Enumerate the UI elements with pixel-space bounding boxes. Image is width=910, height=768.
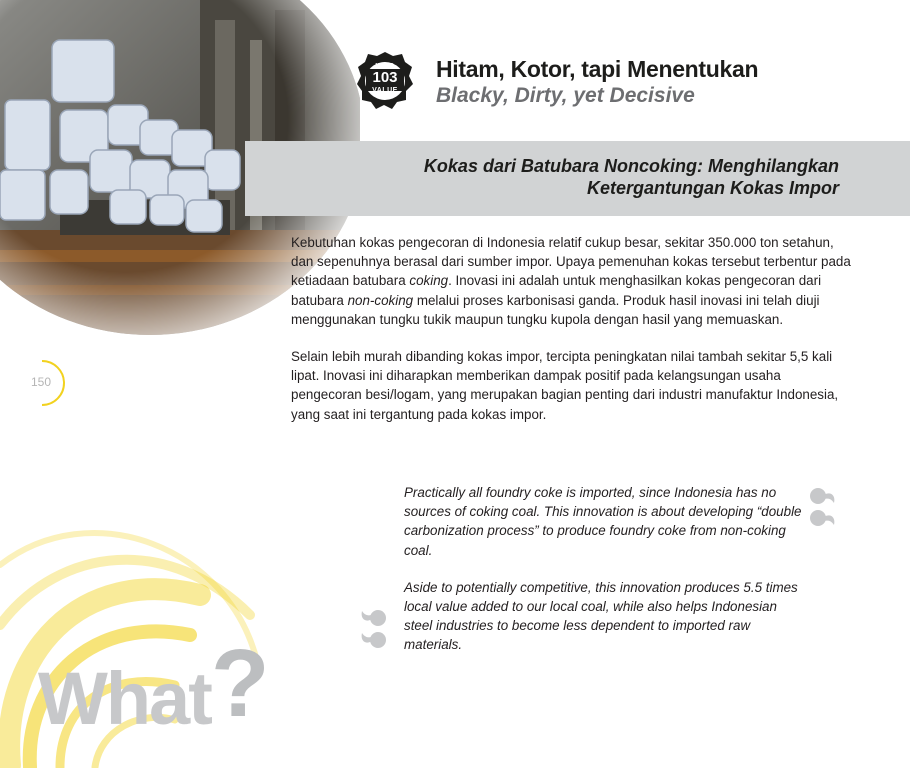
body-paragraph-2: Selain lebih murah dibanding kokas impor, tercipta peningkatan nilai tambah sekitar 5,5 kali lipat. Inovasi ini diharapkan memberikan dampak positif pada kelangsungan usaha pengecoran besi/logam, yang merupakan bagian penting dari industri manufaktur Indonesia, yang saat ini tergantung pada kokas impor. — [291, 349, 839, 422]
body-p1-text-2: . Inovasi ini adalah untuk menghasilkan kokas pengecoran dari batubara — [291, 273, 822, 308]
body-paragraph-1 — [291, 233, 851, 329]
subtitle-line-1: Kokas dari Batubara Noncoking: Menghilangkan — [423, 156, 839, 176]
badge-top-label: INNO — [375, 63, 395, 70]
subtitle-band — [245, 141, 910, 216]
page-title-english: Blacky, Dirty, yet Decisive — [436, 84, 695, 107]
question-mark: ? — [210, 630, 268, 737]
page-number: 150 — [31, 375, 52, 389]
page-title: Hitam, Kotor, tapi Menentukan — [436, 56, 759, 82]
english-paragraph-1: Practically all foundry coke is imported, since Indonesia has no sources of coking coal. This innovation is about developing “double carbonization process” to produce foundry coke from non-coking coal. — [404, 485, 802, 558]
badge-bottom-label: VALUE — [372, 87, 398, 94]
inno-value-badge — [356, 50, 414, 112]
close-quote-icon — [800, 485, 840, 533]
english-summary — [404, 483, 804, 673]
body-text — [291, 233, 851, 442]
english-paragraph-2: Aside to potentially competitive, this innovation produces 5.5 times local value added to our local coal, while also helps Indonesian steel industries to become less dependent to imported raw materials. — [404, 579, 798, 653]
body-p1-text: Kebutuhan kokas pengecoran di Indonesia relatif cukup besar, sekitar 350.000 ton setahun, dan sepenuhnya berasal dari sumber impor. Upaya pemenuhan kokas tersebut terbentur pada ketiadaan batubara — [291, 235, 851, 289]
subtitle — [424, 155, 839, 199]
body-p1-text-3: melalui proses karbonisasi ganda. Produk hasil inovasi ini telah diuji menggunakan tungku tukik maupun tungku kupola dengan hasil yang memuaskan. — [291, 292, 820, 327]
body-p1-italic-noncoking: non-coking — [347, 292, 414, 308]
subtitle-line-2: Ketergantungan Kokas Impor — [586, 178, 839, 198]
what-word: What — [38, 657, 211, 740]
section-label-what — [38, 630, 268, 740]
badge-number: 103 — [372, 69, 398, 86]
body-p1-italic-coking: coking — [409, 273, 449, 289]
open-quote-icon — [356, 603, 396, 651]
